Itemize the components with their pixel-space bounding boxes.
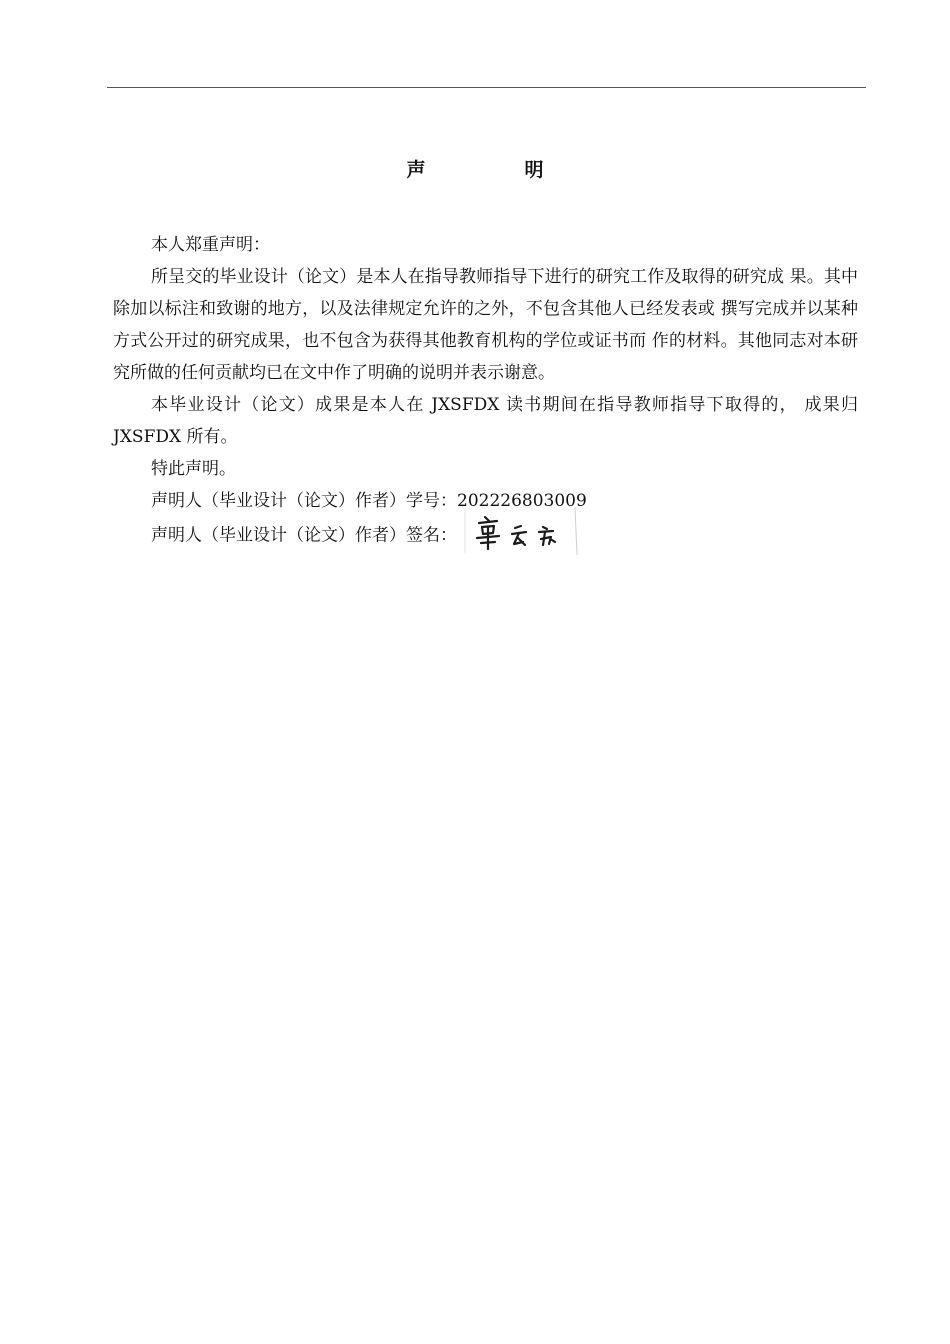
signature-image xyxy=(463,507,581,555)
declaration-ownership: 本毕业设计（论文）成果是本人在 JXSFDX 读书期间在指导教师指导下取得的， 成果归 JXSFDX 所有。 xyxy=(113,395,858,447)
declaration-body xyxy=(113,229,858,555)
handwritten-signature xyxy=(463,507,581,555)
page-title: 声 明 xyxy=(406,159,584,181)
header-rule xyxy=(107,87,866,88)
declaration-originality: 所呈交的毕业设计（论文）是本人在指导教师指导下进行的研究工作及取得的研究成 果。其中除加以标注和致谢的地方，以及法律规定允许的之外，不包含其他人已经发表或 撰写完成并以某种方式公开过的研究成果，也不包含为获得其他教育机构的学位或证书而 作的材料。其他同志对本研究所做的任何贡献均已在文中作了明确的说明并表示谢意。 xyxy=(113,267,858,383)
declaration-intro: 本人郑重声明： xyxy=(151,235,270,255)
student-id-line: 声明人（毕业设计（论文）作者）学号：202226803009 xyxy=(151,491,587,511)
signature-line xyxy=(113,517,858,555)
signature-label: 声明人（毕业设计（论文）作者）签名： xyxy=(151,525,457,546)
declaration-closing: 特此声明。 xyxy=(151,459,236,479)
